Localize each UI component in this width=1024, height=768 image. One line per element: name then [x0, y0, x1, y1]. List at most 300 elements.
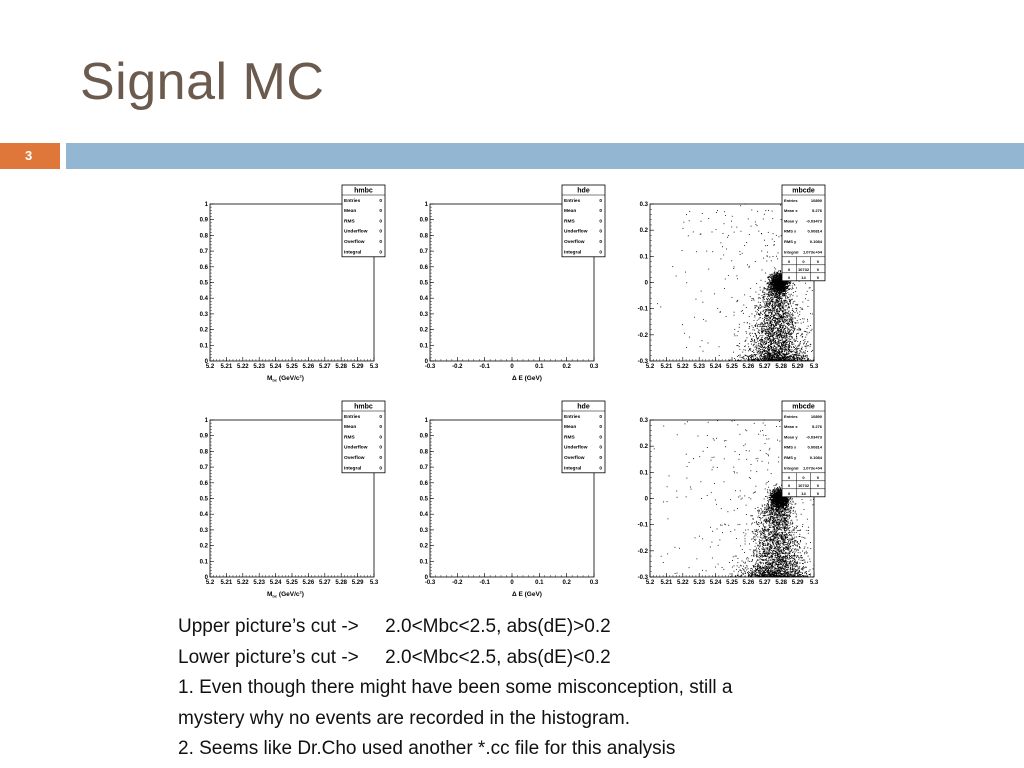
scatter-point: [782, 307, 783, 308]
scatter-point: [773, 282, 774, 283]
scatter-point: [773, 335, 774, 336]
x-tick-label: 5.3: [809, 364, 819, 370]
scatter-point: [780, 281, 781, 282]
x-tick-label: 5.26: [302, 364, 315, 370]
scatter-point: [790, 327, 791, 328]
scatter-point: [759, 326, 760, 327]
scatter-point: [775, 277, 776, 278]
scatter-point: [780, 360, 781, 361]
scatter-point: [749, 316, 750, 317]
scatter-point: [757, 225, 758, 226]
scatter-point: [786, 346, 787, 347]
scatter-point: [757, 338, 758, 339]
scatter-point: [787, 324, 788, 325]
scatter-point: [772, 306, 773, 307]
scatter-point: [769, 279, 770, 280]
y-tick-label: 0.8: [419, 233, 428, 240]
scatter-point: [777, 308, 778, 309]
scatter-point: [766, 290, 767, 291]
scatter-point: [793, 288, 794, 289]
scatter-point: [783, 293, 784, 294]
stats-value: 0: [379, 219, 382, 225]
scatter-point: [768, 311, 769, 312]
scatter-point: [771, 310, 772, 311]
scatter-point: [743, 305, 744, 306]
scatter-point: [772, 361, 773, 362]
scatter-point: [777, 296, 778, 297]
scatter-point: [771, 314, 772, 315]
overflow-cell: 10732: [797, 266, 810, 272]
scatter-point: [753, 361, 754, 362]
scatter-point: [790, 303, 791, 304]
scatter-point: [720, 360, 721, 361]
scatter-point: [801, 360, 802, 361]
scatter-point: [716, 229, 717, 230]
scatter-point: [751, 356, 752, 357]
scatter-point: [770, 338, 771, 339]
scatter-point: [787, 290, 788, 291]
scatter-point: [778, 304, 779, 305]
scatter-point: [797, 320, 798, 321]
scatter-point: [748, 218, 749, 219]
scatter-point: [780, 292, 781, 293]
scatter-point: [778, 276, 779, 277]
scatter-point: [797, 341, 798, 342]
scatter-point: [810, 344, 811, 345]
scatter-point: [804, 339, 805, 340]
scatter-point: [785, 350, 786, 351]
scatter-point: [758, 360, 759, 361]
scatter-point: [809, 332, 810, 333]
scatter-point: [783, 358, 784, 359]
scatter-point: [773, 348, 774, 349]
scatter-point: [786, 358, 787, 359]
scatter-point: [780, 303, 781, 304]
scatter-point: [789, 299, 790, 300]
scatter-point: [751, 344, 752, 345]
y-tick-label: 0.1: [199, 559, 208, 566]
scatter-point: [789, 330, 790, 331]
scatter-point: [766, 358, 767, 359]
scatter-point: [774, 354, 775, 355]
scatter-point: [811, 361, 812, 362]
scatter-point: [754, 305, 755, 306]
scatter-point: [777, 312, 778, 313]
scatter-point: [771, 305, 772, 306]
scatter-point: [763, 347, 764, 348]
scatter-point: [728, 275, 729, 276]
scatter-point: [813, 361, 814, 362]
y-tick-label: 0.1: [639, 254, 648, 261]
scatter-point: [779, 340, 780, 341]
scatter-point: [749, 323, 750, 324]
scatter-point: [804, 358, 805, 359]
scatter-point: [776, 336, 777, 337]
stats-label: RMS: [344, 219, 355, 225]
scatter-point: [762, 345, 763, 346]
scatter-point: [799, 353, 800, 354]
scatter-point: [779, 311, 780, 312]
scatter-point: [778, 323, 779, 324]
scatter-point: [807, 319, 808, 320]
scatter-point: [770, 315, 771, 316]
scatter-point: [763, 343, 764, 344]
scatter-point: [753, 360, 754, 361]
scatter-point: [756, 342, 757, 343]
scatter-point: [775, 350, 776, 351]
scatter-point: [775, 325, 776, 326]
scatter-point: [768, 334, 769, 335]
scatter-point: [788, 329, 789, 330]
scatter-point: [778, 302, 779, 303]
scatter-point: [796, 351, 797, 352]
scatter-point: [708, 218, 709, 219]
scatter-point: [802, 358, 803, 359]
scatter-point: [785, 330, 786, 331]
scatter-point: [810, 287, 811, 288]
scatter-point: [782, 335, 783, 336]
plot-hde-lower: [413, 398, 628, 608]
scatter-point: [767, 342, 768, 343]
scatter-point: [777, 258, 778, 259]
scatter-point: [703, 319, 704, 320]
scatter-point: [773, 352, 774, 353]
scatter-point: [774, 360, 775, 361]
scatter-point: [769, 325, 770, 326]
scatter-point: [794, 329, 795, 330]
scatter-point: [778, 353, 779, 354]
stats-value: 0: [379, 198, 382, 204]
scatter-point: [771, 324, 772, 325]
scatter-point: [779, 326, 780, 327]
scatter-point: [769, 300, 770, 301]
scatter-point: [761, 328, 762, 329]
scatter-point: [779, 277, 780, 278]
scatter-point: [797, 305, 798, 306]
scatter-point: [744, 322, 745, 323]
scatter-point: [792, 351, 793, 352]
scatter-point: [776, 302, 777, 303]
scatter-point: [767, 256, 768, 257]
scatter-point: [779, 308, 780, 309]
x-tick-label: 0.1: [535, 364, 544, 370]
scatter-point: [746, 358, 747, 359]
scatter-point: [797, 358, 798, 359]
scatter-point: [802, 309, 803, 310]
scatter-point: [792, 310, 793, 311]
scatter-point: [777, 329, 778, 330]
scatter-point: [720, 258, 721, 259]
scatter-point: [761, 280, 762, 281]
scatter-point: [767, 283, 768, 284]
scatter-point: [780, 327, 781, 328]
scatter-point: [757, 328, 758, 329]
scatter-point: [782, 312, 783, 313]
scatter-point: [788, 285, 789, 286]
scatter-point: [762, 269, 763, 270]
scatter-point: [784, 316, 785, 317]
scatter-point: [772, 288, 773, 289]
scatter-point: [763, 344, 764, 345]
scatter-point: [778, 324, 779, 325]
scatter-point: [775, 321, 776, 322]
scatter-point: [765, 344, 766, 345]
scatter-point: [805, 350, 806, 351]
scatter-point: [754, 341, 755, 342]
scatter-point: [757, 351, 758, 352]
scatter-point: [751, 355, 752, 356]
scatter-point: [758, 324, 759, 325]
scatter-point: [773, 324, 774, 325]
scatter-point: [772, 304, 773, 305]
scatter-point: [762, 318, 763, 319]
scatter-point: [783, 314, 784, 315]
scatter-point: [762, 349, 763, 350]
scatter-point: [764, 317, 765, 318]
scatter-point: [802, 360, 803, 361]
scatter-point: [766, 304, 767, 305]
scatter-point: [777, 280, 778, 281]
scatter-point: [781, 300, 782, 301]
scatter-point: [796, 340, 797, 341]
scatter-point: [774, 356, 775, 357]
scatter-point: [766, 303, 767, 304]
scatter-point: [743, 313, 744, 314]
stats-label: Integral: [344, 250, 362, 256]
scatter-point: [777, 285, 778, 286]
scatter-point: [795, 355, 796, 356]
y-tick-label: 0: [204, 575, 208, 581]
scatter-point: [773, 337, 774, 338]
scatter-point: [767, 305, 768, 306]
scatter-point: [777, 332, 778, 333]
scatter-point: [788, 283, 789, 284]
scatter-point: [783, 330, 784, 331]
scatter-point: [796, 355, 797, 356]
scatter-point: [787, 309, 788, 310]
scatter-point: [781, 358, 782, 359]
scatter-point: [803, 340, 804, 341]
scatter-point: [801, 323, 802, 324]
scatter-point: [752, 298, 753, 299]
scatter-point: [762, 314, 763, 315]
scatter-point: [780, 335, 781, 336]
scatter-point: [781, 219, 782, 220]
scatter-point: [762, 358, 763, 359]
scatter-point: [788, 348, 789, 349]
scatter-point: [766, 294, 767, 295]
y-tick-label: 0.7: [199, 249, 208, 256]
scatter-point: [772, 354, 773, 355]
scatter-point: [780, 319, 781, 320]
scatter-point: [762, 291, 763, 292]
scatter-point: [689, 220, 690, 221]
scatter-point: [785, 360, 786, 361]
scatter-point: [793, 328, 794, 329]
x-tick-label: 0.2: [562, 580, 571, 586]
scatter-point: [765, 305, 766, 306]
scatter-point: [794, 328, 795, 329]
scatter-point: [798, 322, 799, 323]
scatter-point: [756, 345, 757, 346]
scatter-point: [773, 330, 774, 331]
scatter-point: [767, 346, 768, 347]
scatter-point: [783, 332, 784, 333]
scatter-point: [753, 357, 754, 358]
scatter-point: [790, 319, 791, 320]
scatter-point: [780, 305, 781, 306]
scatter-point: [784, 319, 785, 320]
scatter-point: [776, 338, 777, 339]
overflow-cell: 0: [802, 258, 805, 264]
scatter-point: [778, 339, 779, 340]
scatter-point: [786, 339, 787, 340]
scatter-point: [799, 348, 800, 349]
scatter-point: [749, 356, 750, 357]
scatter-point: [739, 324, 740, 325]
scatter-point: [751, 210, 752, 211]
scatter-point: [780, 304, 781, 305]
scatter-point: [772, 211, 773, 212]
scatter-point: [773, 343, 774, 344]
stats-label: Mean: [344, 425, 357, 431]
scatter-point: [790, 336, 791, 337]
scatter-point: [776, 297, 777, 298]
scatter-point: [790, 356, 791, 357]
stats-label: RMS: [564, 219, 575, 225]
scatter-point: [793, 354, 794, 355]
scatter-point: [759, 348, 760, 349]
scatter-point: [808, 300, 809, 301]
scatter-point: [778, 360, 779, 361]
scatter-point: [757, 341, 758, 342]
scatter-point: [767, 288, 768, 289]
scatter-point: [785, 296, 786, 297]
scatter-point: [771, 297, 772, 298]
scatter-point: [755, 342, 756, 343]
scatter-point: [789, 314, 790, 315]
scatter-point: [785, 283, 786, 284]
scatter-point: [714, 293, 715, 294]
y-tick-label: 0.6: [199, 264, 208, 271]
scatter-point: [751, 300, 752, 301]
scatter-point: [778, 359, 779, 360]
scatter-point: [782, 348, 783, 349]
scatter-point: [783, 300, 784, 301]
scatter-point: [775, 269, 776, 270]
scatter-point: [730, 359, 731, 360]
scatter-point: [807, 351, 808, 352]
scatter-point: [769, 316, 770, 317]
scatter-point: [781, 305, 782, 306]
scatter-point: [767, 325, 768, 326]
scatter-point: [772, 301, 773, 302]
x-tick-label: 5.22: [676, 364, 689, 370]
scatter-point: [773, 294, 774, 295]
y-tick-label: 0: [644, 280, 648, 287]
scatter-point: [771, 330, 772, 331]
scatter-point: [794, 359, 795, 360]
scatter-point: [783, 316, 784, 317]
scatter-point: [769, 331, 770, 332]
scatter-point: [778, 357, 779, 358]
scatter-point: [776, 325, 777, 326]
scatter-point: [754, 315, 755, 316]
scatter-point: [780, 336, 781, 337]
scatter-point: [749, 334, 750, 335]
scatter-point: [787, 296, 788, 297]
scatter-point: [778, 345, 779, 346]
scatter-point: [769, 309, 770, 310]
scatter-point: [778, 322, 779, 323]
scatter-point: [800, 307, 801, 308]
scatter-point: [719, 346, 720, 347]
scatter-point: [774, 280, 775, 281]
scatter-point: [782, 286, 783, 287]
scatter-point: [773, 291, 774, 292]
scatter-point: [722, 246, 723, 247]
scatter-point: [805, 331, 806, 332]
scatter-point: [775, 348, 776, 349]
scatter-point: [789, 307, 790, 308]
scatter-point: [779, 295, 780, 296]
scatter-point: [689, 337, 690, 338]
scatter-point: [765, 273, 766, 274]
scatter-point: [778, 349, 779, 350]
overflow-cell: 0: [816, 274, 819, 280]
scatter-point: [770, 277, 771, 278]
scatter-point: [781, 324, 782, 325]
scatter-point: [716, 212, 717, 213]
scatter-point: [787, 341, 788, 342]
scatter-point: [799, 355, 800, 356]
stats-title: mbcde: [792, 187, 815, 195]
scatter-point: [760, 312, 761, 313]
scatter-point: [737, 356, 738, 357]
scatter-point: [760, 326, 761, 327]
scatter-point: [777, 313, 778, 314]
scatter-point: [772, 280, 773, 281]
scatter-point: [788, 286, 789, 287]
scatter-point: [770, 340, 771, 341]
scatter-point: [768, 312, 769, 313]
scatter-point: [781, 323, 782, 324]
scatter-point: [696, 299, 697, 300]
scatter-point: [765, 288, 766, 289]
scatter-point: [784, 281, 785, 282]
scatter-point: [702, 340, 703, 341]
scatter-point: [773, 349, 774, 350]
scatter-point: [755, 325, 756, 326]
scatter-point: [795, 360, 796, 361]
scatter-point: [775, 342, 776, 343]
plot-hmbc-lower: [193, 398, 408, 608]
scatter-point: [796, 357, 797, 358]
scatter-point: [791, 342, 792, 343]
scatter-point: [793, 303, 794, 304]
scatter-point: [753, 358, 754, 359]
scatter-point: [768, 232, 769, 233]
scatter-point: [746, 333, 747, 334]
scatter-point: [789, 350, 790, 351]
scatter-point: [792, 299, 793, 300]
x-tick-label: -0.3: [424, 364, 436, 370]
scatter-point: [749, 349, 750, 350]
overflow-cell: 0: [788, 274, 791, 280]
scatter-point: [781, 301, 782, 302]
scatter-point: [753, 355, 754, 356]
scatter-point: [768, 283, 769, 284]
